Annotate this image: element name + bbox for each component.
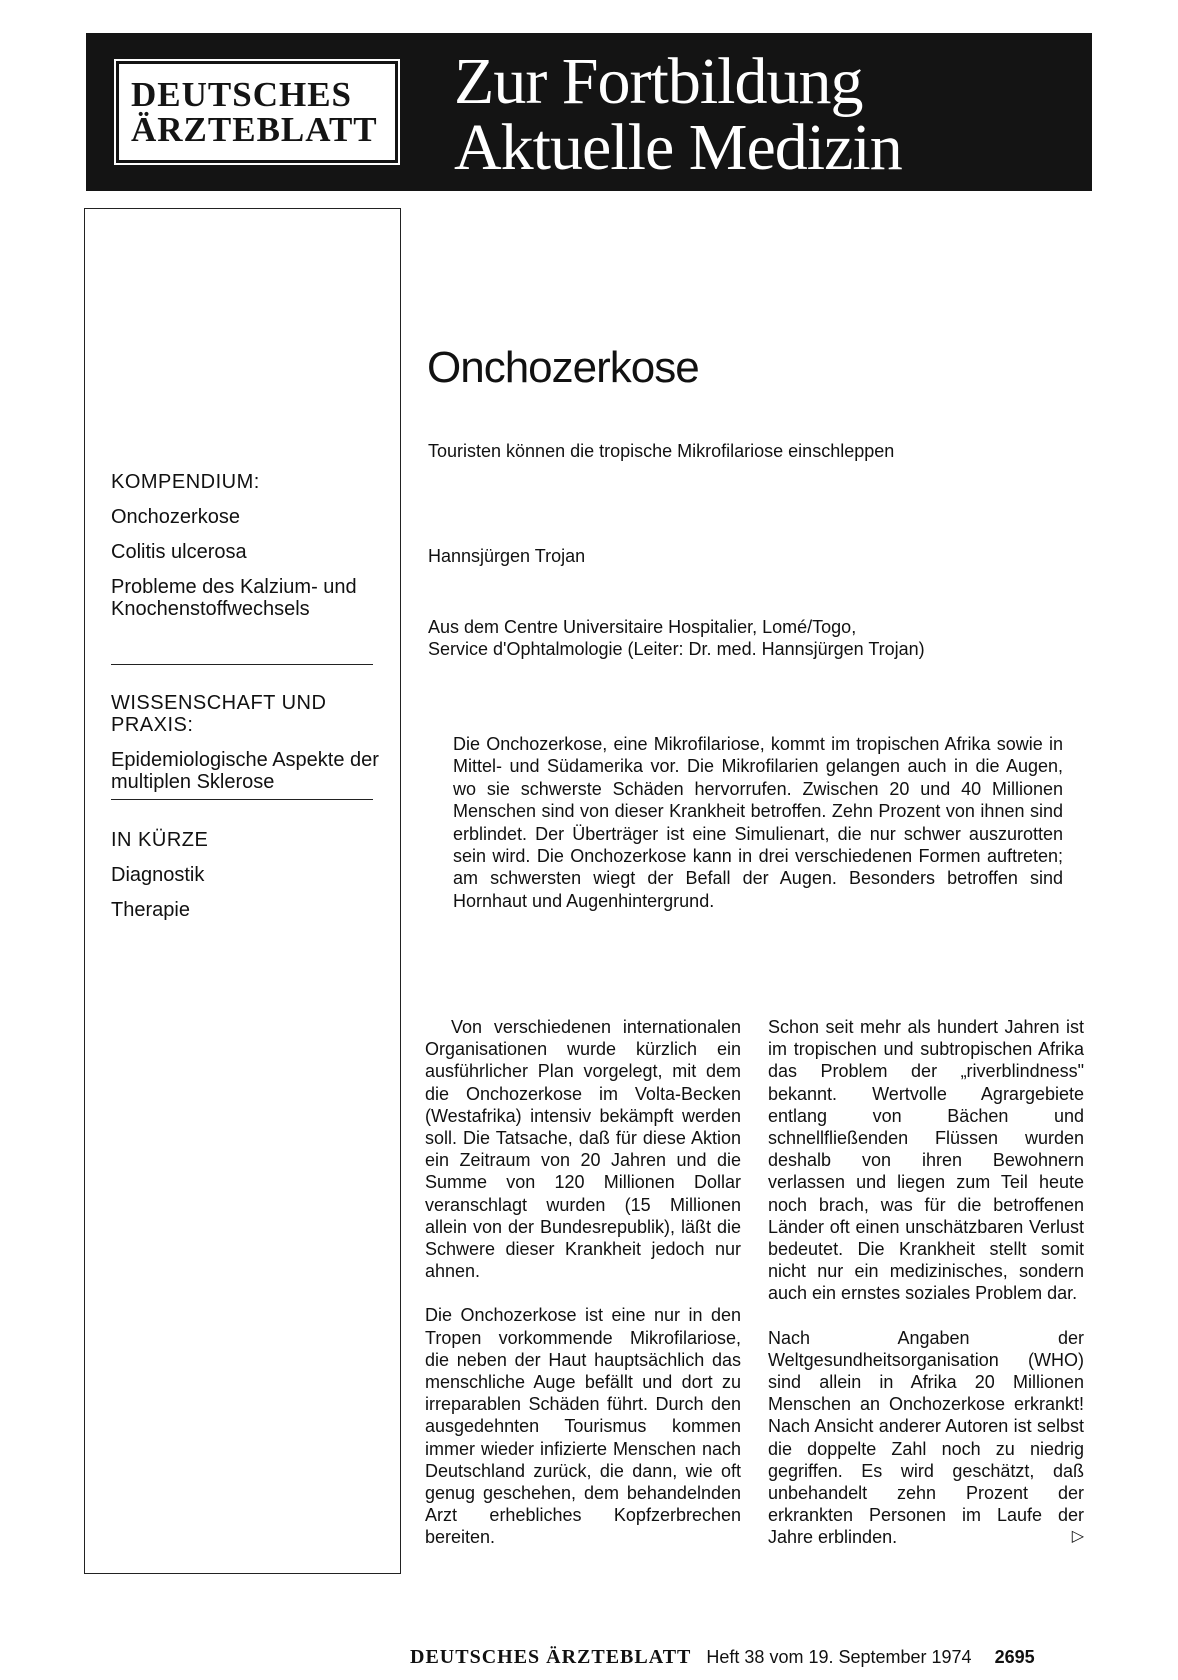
sidebar-item-onchozerkose: Onchozerkose xyxy=(111,506,240,528)
contents-sidebar xyxy=(84,208,401,1574)
paragraph: Von verschiedenen internationalen Organisationen wurde kürzlich ein ausführlicher Plan vorgelegt, mit dem die Onchozerkose im Volta-Becken (Westafrika) intensiv bekämpft werden soll. Die Tatsache, daß für diese Aktion ein Zeitraum von 20 Jahren und die Summe von 120 Millionen Dollar veranschlagt wurden (15 Millionen allein von der Bundesrepublik), läßt die Schwere dieser Krankheit jedoch nur ahnen. xyxy=(425,1017,741,1282)
section-title-line-2: Aktuelle Medizin xyxy=(454,111,902,184)
section-title-line-1: Zur Fortbildung xyxy=(454,45,863,118)
masthead xyxy=(86,33,1092,191)
sidebar-divider xyxy=(111,664,373,665)
paragraph: Schon seit mehr als hundert Jahren ist im tropischen und subtropischen Afrika das Problem der „riverblindness" bekannt. Wertvolle Agrargebiete entlang von Bächen und schnellfließenden Flüssen wurden deshalb von ihren Bewohnern verlassen und liegen zum Teil heute noch brach, was für die betroffenen Länder oft einen unschätzbaren Verlust bedeutet. Die Krankheit stellt somit nicht nur ein medizinisches, sondern auch ein ernstes soziales Problem dar. xyxy=(768,1017,1084,1304)
page-number: 2695 xyxy=(994,1647,1035,1667)
sidebar-divider xyxy=(111,799,373,800)
journal-logo xyxy=(116,61,398,163)
sidebar-item-diagnostik: Diagnostik xyxy=(111,864,205,886)
sidebar-kuerze xyxy=(111,829,381,934)
page-footer xyxy=(410,1646,1035,1668)
article-author: Hannsjürgen Trojan xyxy=(428,546,586,566)
paragraph: Die Onchozerkose ist eine nur in den Tropen vorkommende Mikrofilariose, die neben der Haut hauptsächlich das menschliche Auge befällt und dort zu irreparablen Schäden führt. Durch den ausgedehnten Tourismus kommen immer wieder infizierte Menschen nach Deutschland zurück, die dann, wie oft genug geschehen, dem behandelnden Arzt erhebliches Kopfzerbrechen bereiten. xyxy=(425,1305,741,1548)
sidebar-heading-kuerze: IN KÜRZE xyxy=(111,829,209,851)
logo-line-2: ÄRZTEBLATT xyxy=(131,110,378,149)
article-abstract: Die Onchozerkose, eine Mikrofilariose, kommt im tropischen Afrika sowie in Mittel- und Südamerika vor. Die Mikrofilarien gelangen auch in die Augen, wo sie schwerste Schäden hervorrufen. Zwischen 20 und 40 Millionen Menschen sind von dieser Krankheit betroffen. Zehn Prozent von ihnen sind erblindet. Der Überträger ist eine Simulienart, die nur schwer auszurotten sein wird. Die Onchozerkose kann in drei verschiedenen Formen auftreten; am schwersten wiegt der Befall der Augen. Besonders betroffen sind Hornhaut und Augenhintergrund. xyxy=(453,734,1063,911)
sidebar-kompendium xyxy=(111,471,381,633)
sidebar-item-kalzium: Probleme des Kalzium- und Knochenstoffwechsels xyxy=(111,576,357,620)
affiliation-line-2: Service d'Ophtalmologie (Leiter: Dr. med. Hannsjürgen Trojan) xyxy=(428,639,925,659)
affiliation-line-1: Aus dem Centre Universitaire Hospitalier, Lomé/Togo, xyxy=(428,617,857,637)
paragraph xyxy=(768,1327,1084,1549)
sidebar-item-therapie: Therapie xyxy=(111,899,190,921)
footer-journal: DEUTSCHES ÄRZTEBLATT xyxy=(410,1646,692,1668)
body-column-2 xyxy=(768,1016,1084,1571)
section-title xyxy=(454,45,902,184)
logo-line-1: DEUTSCHES xyxy=(131,75,353,114)
body-column-1 xyxy=(425,1016,741,1571)
article-title: Onchozerkose xyxy=(427,343,699,392)
sidebar-wissenschaft xyxy=(111,692,381,806)
sidebar-heading-wissenschaft: WISSENSCHAFT UND PRAXIS: xyxy=(111,692,327,736)
continue-triangle-icon: ▷ xyxy=(1071,1528,1084,1546)
paragraph-text: Nach Angaben der Weltgesundheitsorganisation (WHO) sind allein in Afrika 20 Millionen Menschen an Onchozerkose erkrankt! Nach Ansicht anderer Autoren ist selbst die doppelte Zahl noch zu niedrig gegriffen. Es wird geschätzt, daß unbehandelt zehn Prozent der erkrankten Personen im Laufe der Jahre erblinden. xyxy=(768,1327,1084,1548)
sidebar-item-sklerose: Epidemiologische Aspekte der multiplen Sklerose xyxy=(111,749,379,793)
article-subtitle: Touristen können die tropische Mikrofilariose einschleppen xyxy=(428,441,895,461)
footer-issue: Heft 38 vom 19. September 1974 xyxy=(706,1647,972,1667)
article-affiliation xyxy=(428,616,1048,660)
sidebar-item-colitis: Colitis ulcerosa xyxy=(111,541,247,563)
sidebar-heading-kompendium: KOMPENDIUM: xyxy=(111,471,260,493)
